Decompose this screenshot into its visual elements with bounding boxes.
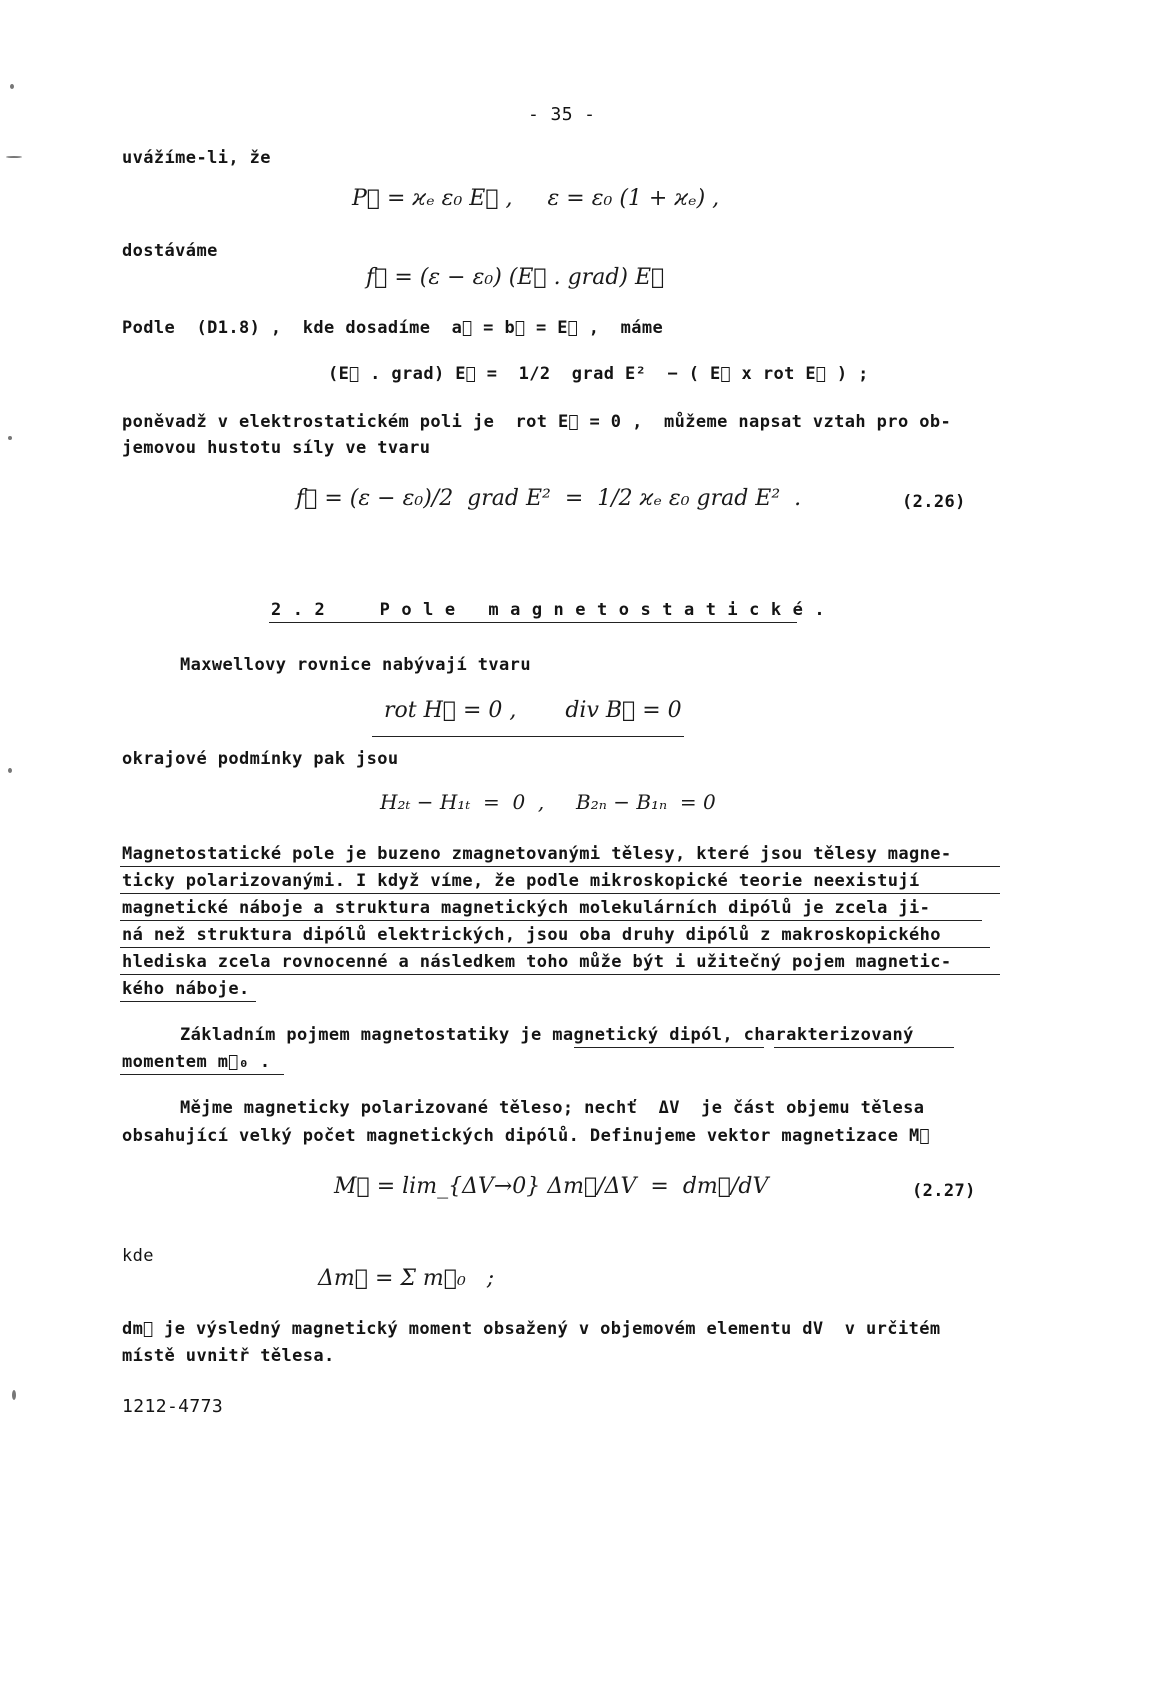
equation-force: f⃗ = (ε − ε₀) (E⃗ . grad) E⃗ [366,265,665,290]
equation-2-26: f⃗ = (ε − ε₀)/2 grad E² = 1/2 ϰₑ ε₀ grad E² . [296,486,802,511]
intro-text: uvážíme-li, že [122,148,271,168]
paragraph-line: jemovou hustotu síly ve tvaru [122,438,431,458]
annotation-underline [120,893,1000,894]
paragraph-line: Základním pojmem magnetostatiky je magnetický dipól, charakterizovaný [180,1025,914,1045]
annotation-underline [120,1074,284,1075]
gives-text: dostáváme [122,241,218,261]
scan-speck [10,84,14,89]
equation-boundary: H₂ₜ − H₁ₜ = 0 , B₂ₙ − B₁ₙ = 0 [380,790,716,814]
equation-polarization: P⃗ = ϰₑ ε₀ E⃗ , ε = ε₀ (1 + ϰₑ) , [352,186,720,211]
where-text: kde [122,1246,154,1266]
paragraph-line: magnetické náboje a struktura magnetických molekulárních dipólů je zcela ji- [122,898,931,918]
footer-code: 1212-4773 [122,1396,224,1417]
annotation-underline [120,974,1000,975]
section-heading: 2.2 Pole magnetostatické. [271,600,837,620]
paragraph-line: ticky polarizovanými. I když víme, že podle mikroskopické teorie neexistují [122,871,920,891]
equation-maxwell: rot H⃗ = 0 , div B⃗ = 0 [384,698,682,723]
maxwell-intro: Maxwellovy rovnice nabývají tvaru [180,655,531,675]
paragraph-line: Magnetostatické pole je buzeno zmagnetovanými tělesy, které jsou tělesy magne- [122,844,952,864]
heading-underline [269,622,797,623]
paragraph-line: hlediska zcela rovnocenné a následkem toho může být i užitečný pojem magnetic- [122,952,952,972]
scan-speck [6,156,22,158]
maxwell-underline [372,736,684,737]
paragraph-line: kého náboje. [122,979,250,999]
scan-speck [8,436,12,440]
paragraph-line: dm⃗ je výsledný magnetický moment obsažený v objemovém elementu dV v určitém [122,1319,941,1339]
annotation-underline [574,1047,764,1048]
annotation-underline [120,1001,256,1002]
equation-label-2-26: (2.26) [902,492,966,512]
paragraph-line: poněvadž v elektrostatickém poli je rot E⃗ = 0 , můžeme napsat vztah pro ob- [122,412,952,432]
annotation-underline [120,920,982,921]
paragraph-line: Mějme magneticky polarizované těleso; nechť ΔV je část objemu tělesa [180,1098,925,1118]
page-number: - 35 - [528,104,596,125]
annotation-underline [120,947,990,948]
scan-speck [12,1390,16,1400]
paragraph-line: místě uvnitř tělesa. [122,1346,335,1366]
equation-sum: Δm⃗ = Σ m⃗₀ ; [318,1266,495,1291]
paragraph-line: momentem m⃗₀ . [122,1052,271,1072]
paragraph-line: obsahující velký počet magnetických dipólů. Definujeme vektor magnetizace M⃗ [122,1126,930,1146]
equation-label-2-27: (2.27) [912,1181,976,1201]
podle-line: Podle (D1.8) , kde dosadíme a⃗ = b⃗ = E⃗ , máme [122,318,664,338]
boundary-intro: okrajové podmínky pak jsou [122,749,399,769]
annotation-underline [774,1047,954,1048]
equation-identity: (E⃗ . grad) E⃗ = 1/2 grad E² − ( E⃗ x rot E⃗ ) ; [328,364,869,384]
scan-speck [8,768,12,773]
paragraph-line: ná než struktura dipólů elektrických, jsou oba druhy dipólů z makroskopického [122,925,941,945]
annotation-underline [120,866,1000,867]
equation-2-27: M⃗ = lim_{ΔV→0} Δm⃗/ΔV = dm⃗/dV [334,1174,769,1199]
